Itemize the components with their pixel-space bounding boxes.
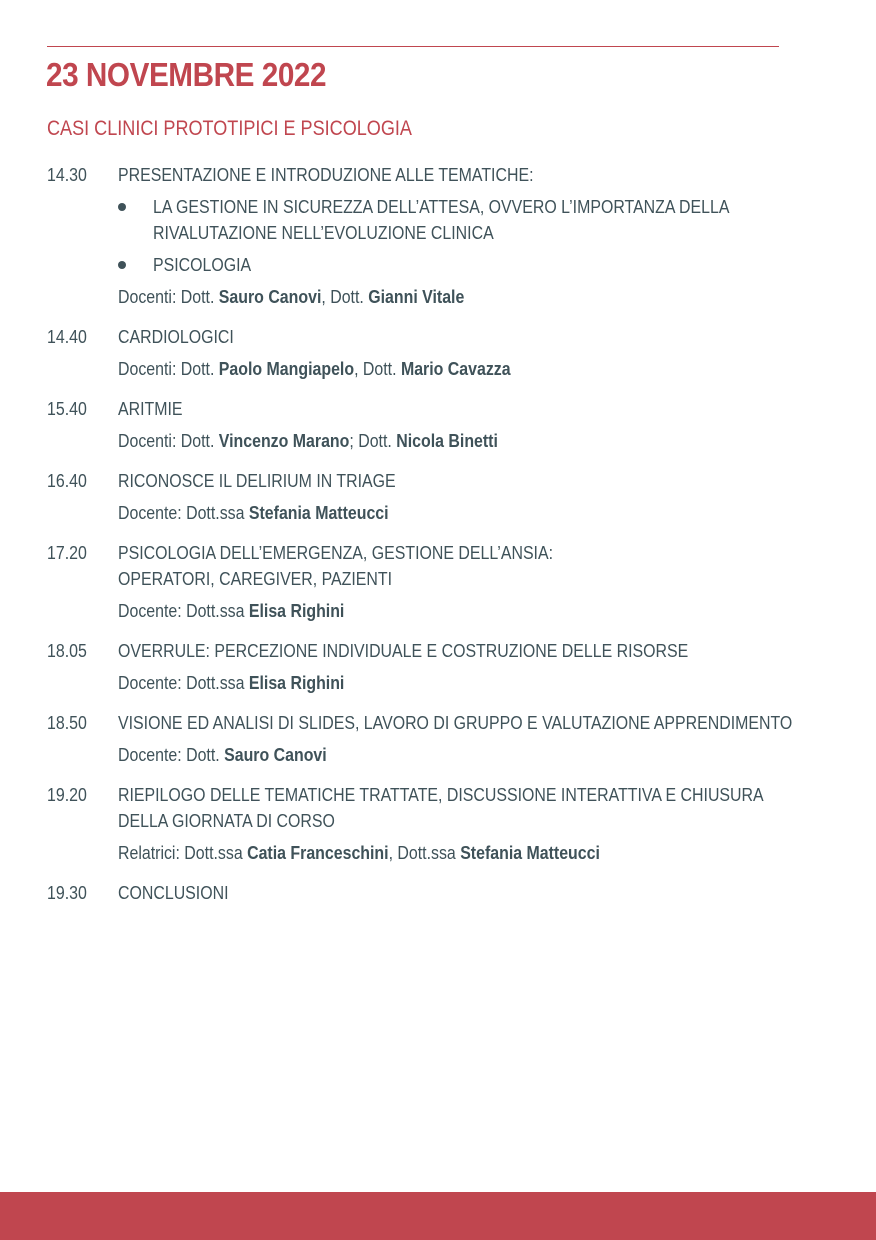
agenda-title: PRESENTAZIONE E INTRODUZIONE ALLE TEMATICHE:: [118, 164, 534, 185]
agenda-title: CARDIOLOGICI: [118, 326, 234, 347]
footer-bar: [0, 1192, 876, 1240]
topic-text: RIVALUTAZIONE NELL’EVOLUZIONE CLINICA: [153, 222, 494, 243]
speaker-label: Docenti: Dott.: [118, 286, 219, 307]
speakers-line: [118, 500, 736, 526]
speakers-line: [118, 742, 736, 768]
agenda-time: 18.50: [47, 712, 87, 733]
speaker-label: Docente: Dott.ssa: [118, 672, 249, 693]
speaker-label: ; Dott.: [349, 430, 397, 451]
agenda-time: 14.30: [47, 164, 87, 185]
agenda-title: OVERRULE: PERCEZIONE INDIVIDUALE E COSTRUZIONE DELLE RISORSE: [118, 640, 689, 661]
topic-text: PSICOLOGIA: [153, 254, 252, 275]
speaker-name: Sauro Canovi: [218, 286, 322, 307]
speaker-label: , Dott.: [321, 286, 369, 307]
speaker-name: Elisa Righini: [248, 600, 345, 621]
topic-list: [118, 194, 837, 278]
agenda-title: CONCLUSIONI: [118, 882, 229, 903]
speakers-line: [118, 670, 736, 696]
speaker-label: , Dott.: [354, 358, 401, 379]
topic-item: [118, 252, 837, 278]
speakers-line: [118, 284, 736, 310]
agenda-item: [47, 540, 837, 624]
speakers-line: [118, 840, 736, 866]
agenda-time: 16.40: [47, 470, 87, 491]
agenda-title: ARITMIE: [118, 398, 183, 419]
topic-item: [118, 194, 837, 246]
speaker-name: Elisa Righini: [248, 672, 345, 693]
bullet-icon: [118, 203, 126, 211]
speaker-name: Nicola Binetti: [396, 430, 498, 451]
speaker-name: Catia Franceschini: [247, 842, 389, 863]
agenda-title: PSICOLOGIA DELL’EMERGENZA, GESTIONE DELL’ANSIA:: [118, 542, 554, 563]
agenda-item: [47, 468, 837, 526]
section-title: CASI CLINICI PROTOTIPICI E PSICOLOGIA: [47, 117, 412, 140]
speaker-label: , Dott.ssa: [388, 842, 461, 863]
agenda-time: 17.20: [47, 542, 87, 563]
agenda-list: [47, 162, 837, 920]
speaker-label: Docenti: Dott.: [118, 358, 219, 379]
agenda-time: 19.30: [47, 882, 87, 903]
agenda-item: [47, 782, 837, 866]
agenda-title: RICONOSCE IL DELIRIUM IN TRIAGE: [118, 470, 396, 491]
speaker-label: Docente: Dott.ssa: [118, 600, 249, 621]
agenda-title: DELLA GIORNATA DI CORSO: [118, 810, 335, 831]
speaker-label: Docenti: Dott.: [118, 430, 219, 451]
top-rule: [47, 46, 779, 47]
speakers-line: [118, 428, 736, 454]
agenda-item: [47, 880, 837, 906]
agenda-item: [47, 162, 837, 310]
speaker-name: Mario Cavazza: [400, 358, 511, 379]
speaker-name: Stefania Matteucci: [460, 842, 600, 863]
agenda-time: 18.05: [47, 640, 87, 661]
agenda-item: [47, 710, 837, 768]
speaker-name: Paolo Mangiapelo: [218, 358, 355, 379]
agenda-item: [47, 324, 837, 382]
agenda-title: OPERATORI, CAREGIVER, PAZIENTI: [118, 568, 393, 589]
agenda-time: 15.40: [47, 398, 87, 419]
speaker-name: Vincenzo Marano: [218, 430, 350, 451]
speaker-name: Sauro Canovi: [224, 744, 327, 765]
agenda-item: [47, 638, 837, 696]
speakers-line: [118, 356, 736, 382]
agenda-title: RIEPILOGO DELLE TEMATICHE TRATTATE, DISCUSSIONE INTERATTIVA E CHIUSURA: [118, 784, 764, 805]
topic-text: LA GESTIONE IN SICUREZZA DELL’ATTESA, OVVERO L’IMPORTANZA DELLA: [153, 196, 730, 217]
speaker-label: Relatrici: Dott.ssa: [118, 842, 248, 863]
bullet-icon: [118, 261, 126, 269]
speaker-label: Docente: Dott.: [118, 744, 225, 765]
speaker-name: Gianni Vitale: [368, 286, 465, 307]
page-title: 23 NOVEMBRE 2022: [46, 56, 327, 93]
agenda-time: 19.20: [47, 784, 87, 805]
speakers-line: [118, 598, 736, 624]
speaker-name: Stefania Matteucci: [248, 502, 389, 523]
agenda-time: 14.40: [47, 326, 87, 347]
agenda-item: [47, 396, 837, 454]
agenda-title: VISIONE ED ANALISI DI SLIDES, LAVORO DI GRUPPO E VALUTAZIONE APPRENDIMENTO: [118, 712, 793, 733]
speaker-label: Docente: Dott.ssa: [118, 502, 249, 523]
